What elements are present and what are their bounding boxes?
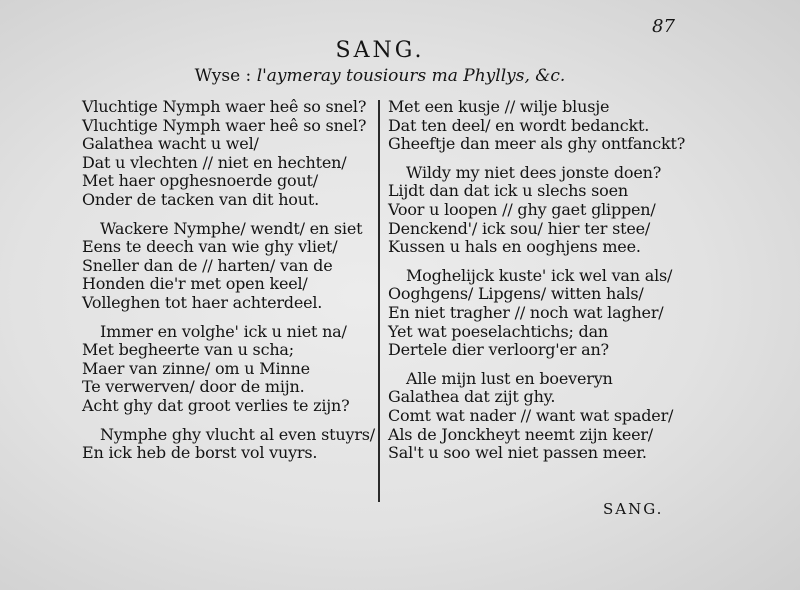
verse-line: Ooghgens/ Lipgens/ witten hals/ <box>388 284 644 304</box>
song-title: SANG. <box>335 38 425 63</box>
stanza <box>82 98 376 210</box>
verse-line: Acht ghy dat groot verlies te zijn? <box>82 395 350 415</box>
stanza <box>82 220 376 313</box>
verse-line: Lijdt dan dat ick u slechs soen <box>388 181 628 201</box>
tune-indication <box>0 66 760 86</box>
verse-line: Wackere Nymphe/ wendt/ en siet <box>100 218 363 238</box>
stanza <box>82 323 376 416</box>
verse-line: Galathea wacht u wel/ <box>82 134 259 154</box>
verse-line: Als de Jonckheyt neemt zijn keer/ <box>388 424 654 444</box>
verse-line: Eens te deech van wie ghy vliet/ <box>82 237 338 257</box>
verse-line: Vluchtige Nymph waer heê so snel? <box>82 115 367 135</box>
verse-line: Sal't u soo wel niet passen meer. <box>388 443 647 463</box>
verse-line: Onder de tacken van dit hout. <box>82 189 319 209</box>
verse-line: Kussen u hals en ooghjens mee. <box>388 237 641 257</box>
verse-line: Dat u vlechten // niet en hechten/ <box>82 152 347 172</box>
catchword: SANG. <box>603 500 664 518</box>
right-column <box>388 98 688 473</box>
tune-name: l'aymeray tousiours ma Phyllys, &c. <box>256 66 566 86</box>
verse-line: Comt wat nader // want wat spader/ <box>388 405 674 425</box>
verse-line: Honden die'r met open keel/ <box>82 274 308 294</box>
verse-line: Wildy my niet dees jonste doen? <box>406 162 662 182</box>
verse-line: Voor u loopen // ghy gaet glippen/ <box>388 199 656 219</box>
verse-line: Immer en volghe' ick u niet na/ <box>100 321 347 341</box>
verse-line: Gheeftje dan meer als ghy ontfanckt? <box>388 134 686 154</box>
verse-line: Vluchtige Nymph waer heê so snel? <box>82 97 367 116</box>
stanza <box>388 164 688 257</box>
tune-label: Wyse : <box>194 66 252 86</box>
verse-line: Met een kusje // wilje blusje <box>388 97 610 116</box>
stanza <box>388 98 688 154</box>
stanza <box>82 426 376 463</box>
verse-line: Dertele dier verloorg'er an? <box>388 340 609 360</box>
verse-line: En ick heb de borst vol vuyrs. <box>82 443 318 463</box>
stanza <box>388 267 688 360</box>
left-column <box>82 98 376 473</box>
verse-line: Denckend'/ ick sou/ hier ter stee/ <box>388 218 651 238</box>
verse-line: Nymphe ghy vlucht al even stuyrs/ <box>100 424 375 444</box>
verse-line: Met begheerte van u scha; <box>82 340 294 360</box>
column-divider <box>378 100 380 502</box>
verse-line: Sneller dan de // harten/ van de <box>82 255 333 275</box>
page-number: 87 <box>652 16 675 37</box>
verse-line: Yet wat poeselachtichs; dan <box>388 321 609 341</box>
verse-line: En niet tragher // noch wat lagher/ <box>388 302 664 322</box>
verse-line: Te verwerven/ door de mijn. <box>82 377 305 397</box>
stanza <box>388 370 688 463</box>
verse-line: Moghelijck kuste' ick wel van als/ <box>406 265 673 285</box>
verse-line: Galathea dat zijt ghy. <box>388 387 556 407</box>
verse-line: Dat ten deel/ en wordt bedanckt. <box>388 115 650 135</box>
verse-line: Volleghen tot haer achterdeel. <box>82 292 323 312</box>
verse-line: Alle mijn lust en boeveryn <box>406 368 613 388</box>
verse-line: Met haer opghesnoerde gout/ <box>82 171 318 191</box>
verse-line: Maer van zinne/ om u Minne <box>82 358 310 378</box>
